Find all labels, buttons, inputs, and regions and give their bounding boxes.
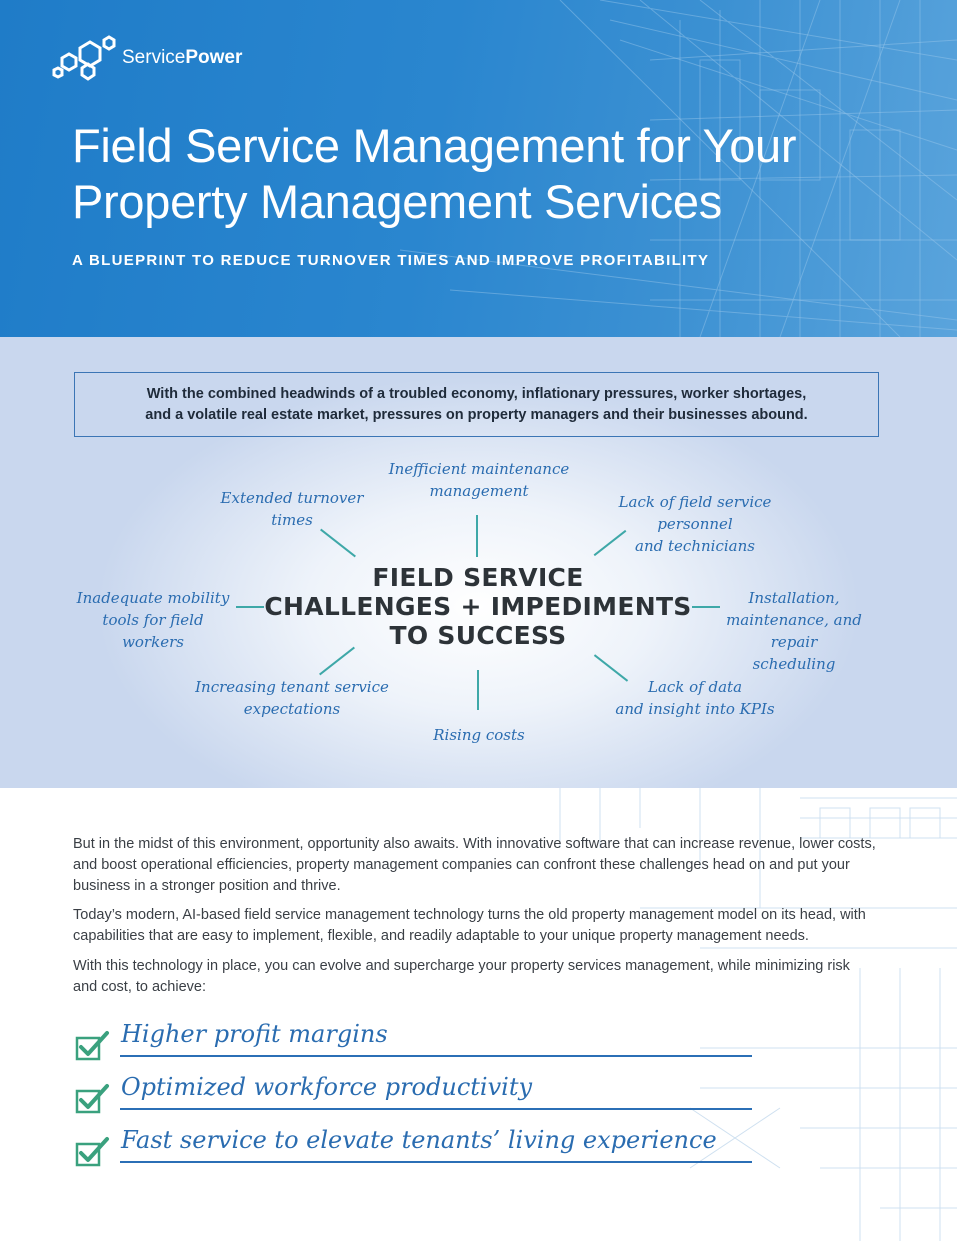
checkbox-checked-icon	[74, 1083, 110, 1115]
challenge-item: Lack of field service personnel and technicians	[618, 493, 772, 555]
challenge-item: Inefficient maintenance management	[388, 460, 570, 500]
intro-callout: With the combined headwinds of a troubled economy, inflationary pressures, worker shortages, and a volatile real estate market, pressures on property managers and their businesses abound.	[74, 372, 879, 437]
challenge-item: Rising costs	[433, 726, 525, 744]
underline-rule	[120, 1108, 752, 1110]
checklist-item	[74, 1126, 754, 1166]
checkbox-checked-icon	[74, 1136, 110, 1168]
page-title: Field Service Management for Your Property Management Services	[72, 119, 797, 228]
page-subtitle: A BLUEPRINT TO REDUCE TURNOVER TIMES AND IMPROVE PROFITABILITY	[72, 252, 710, 269]
challenge-item: Lack of data and insight into KPIs	[615, 678, 775, 718]
logo-hexagon-icon	[52, 34, 118, 82]
body-paragraph: Today’s modern, AI-based field service management technology turns the old property management model on its head, with capabilities that are easy to implement, flexible, and readily adaptable to your unique property management needs.	[73, 907, 866, 944]
ray-top-left	[320, 529, 356, 558]
underline-rule	[120, 1055, 752, 1057]
ray-bottom-left	[319, 647, 355, 676]
body-paragraph: With this technology in place, you can evolve and supercharge your property services management, while minimizing risk and cost, to achieve:	[73, 958, 850, 995]
logo-wordmark: ServicePower	[122, 47, 243, 68]
checklist-label: Fast service to elevate tenants’ living experience	[121, 1126, 717, 1154]
header-banner	[0, 0, 957, 337]
ray-top	[476, 515, 478, 557]
challenge-item: Inadequate mobility tools for field workers	[76, 589, 230, 651]
body-paragraph: But in the midst of this environment, opportunity also awaits. With innovative software that can increase revenue, lower costs, and boost operational efficiencies, property management companies can confront these challenges head on and put your business in a stronger position and thrive.	[73, 836, 876, 894]
challenge-item: Increasing tenant service expectations	[195, 678, 389, 718]
challenges-section	[0, 337, 957, 788]
body-section	[0, 788, 957, 1241]
checklist-label: Higher profit margins	[121, 1020, 388, 1048]
servicepower-logo[interactable]	[52, 34, 242, 82]
challenge-item: Extended turnover times	[220, 489, 364, 529]
checkbox-checked-icon	[74, 1030, 110, 1062]
checklist-item	[74, 1073, 754, 1113]
checklist-item	[74, 1020, 754, 1060]
checklist-label: Optimized workforce productivity	[121, 1073, 533, 1101]
ray-bottom	[477, 670, 479, 710]
underline-rule	[120, 1161, 752, 1163]
challenges-center-title: FIELD SERVICE CHALLENGES + IMPEDIMENTS TO SUCCESS	[264, 563, 692, 650]
challenge-item: Installation, maintenance, and repair scheduling	[726, 589, 862, 673]
